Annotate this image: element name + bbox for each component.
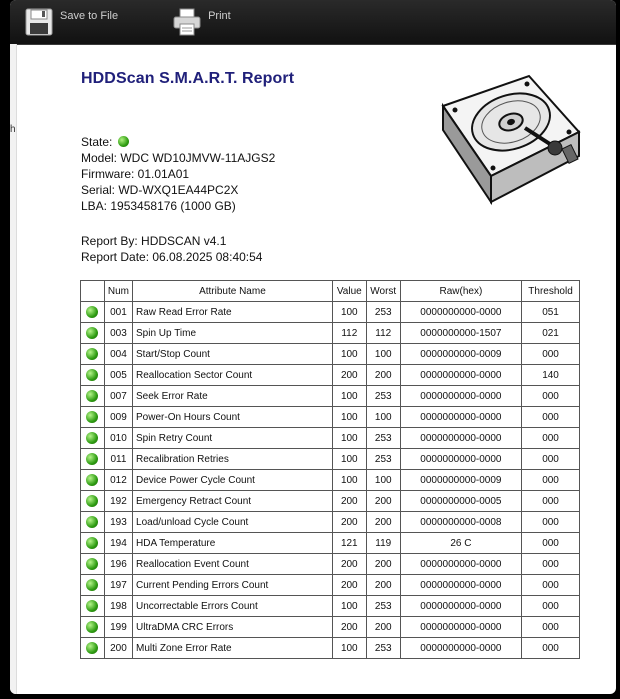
attr-threshold: 000 bbox=[522, 386, 580, 407]
attr-worst: 200 bbox=[366, 365, 400, 386]
row-status-cell bbox=[81, 596, 105, 617]
table-row bbox=[81, 449, 580, 470]
header-status bbox=[81, 281, 105, 302]
attr-raw: 0000000000-0000 bbox=[400, 575, 521, 596]
status-ok-dot-icon bbox=[86, 390, 98, 402]
smart-attributes-table bbox=[80, 280, 580, 659]
attr-value: 100 bbox=[332, 638, 366, 659]
attr-threshold: 000 bbox=[522, 533, 580, 554]
table-row bbox=[81, 575, 580, 596]
attr-raw: 0000000000-0000 bbox=[400, 617, 521, 638]
attr-value: 200 bbox=[332, 575, 366, 596]
attr-name: Reallocation Event Count bbox=[133, 554, 333, 575]
attr-value: 200 bbox=[332, 365, 366, 386]
table-row bbox=[81, 512, 580, 533]
attr-threshold: 000 bbox=[522, 554, 580, 575]
attr-name: Multi Zone Error Rate bbox=[133, 638, 333, 659]
smart-table-body bbox=[81, 302, 580, 659]
attr-num: 004 bbox=[104, 344, 132, 365]
serial-line: Serial: WD-WXQ1EA44PC2X bbox=[81, 183, 239, 197]
attr-raw: 0000000000-0008 bbox=[400, 512, 521, 533]
edge-glyph: h bbox=[10, 124, 16, 135]
row-status-cell bbox=[81, 302, 105, 323]
save-to-file-button[interactable] bbox=[10, 0, 128, 44]
hard-drive-illustration bbox=[433, 72, 583, 214]
attr-num: 198 bbox=[104, 596, 132, 617]
attr-name: Uncorrectable Errors Count bbox=[133, 596, 333, 617]
status-ok-dot-icon bbox=[86, 453, 98, 465]
attr-value: 100 bbox=[332, 407, 366, 428]
attr-value: 100 bbox=[332, 470, 366, 491]
attr-name: Seek Error Rate bbox=[133, 386, 333, 407]
attr-raw: 0000000000-0000 bbox=[400, 449, 521, 470]
status-ok-dot-icon bbox=[86, 411, 98, 423]
attr-worst: 200 bbox=[366, 575, 400, 596]
attr-threshold: 000 bbox=[522, 512, 580, 533]
attr-name: Start/Stop Count bbox=[133, 344, 333, 365]
attr-value: 100 bbox=[332, 596, 366, 617]
status-ok-dot-icon bbox=[86, 516, 98, 528]
attr-worst: 100 bbox=[366, 407, 400, 428]
row-status-cell bbox=[81, 533, 105, 554]
header-raw: Raw(hex) bbox=[400, 281, 521, 302]
status-ok-dot-icon bbox=[86, 348, 98, 360]
status-ok-dot-icon bbox=[86, 474, 98, 486]
row-status-cell bbox=[81, 428, 105, 449]
table-row bbox=[81, 491, 580, 512]
status-ok-dot-icon bbox=[86, 621, 98, 633]
attr-name: Raw Read Error Rate bbox=[133, 302, 333, 323]
firmware-line: Firmware: 01.01A01 bbox=[81, 167, 190, 181]
attr-raw: 0000000000-0000 bbox=[400, 407, 521, 428]
attr-worst: 112 bbox=[366, 323, 400, 344]
table-row bbox=[81, 617, 580, 638]
attr-name: Power-On Hours Count bbox=[133, 407, 333, 428]
attr-threshold: 140 bbox=[522, 365, 580, 386]
attr-threshold: 000 bbox=[522, 449, 580, 470]
attr-worst: 253 bbox=[366, 638, 400, 659]
attr-worst: 119 bbox=[366, 533, 400, 554]
attr-name: HDA Temperature bbox=[133, 533, 333, 554]
attr-raw: 0000000000-0000 bbox=[400, 554, 521, 575]
attr-worst: 253 bbox=[366, 428, 400, 449]
attr-worst: 253 bbox=[366, 302, 400, 323]
table-row bbox=[81, 365, 580, 386]
attr-num: 196 bbox=[104, 554, 132, 575]
attr-raw: 0000000000-0000 bbox=[400, 386, 521, 407]
state-label: State: bbox=[81, 135, 113, 149]
attr-num: 197 bbox=[104, 575, 132, 596]
header-worst: Worst bbox=[366, 281, 400, 302]
attr-num: 003 bbox=[104, 323, 132, 344]
printer-icon bbox=[172, 7, 202, 37]
attr-raw: 0000000000-0000 bbox=[400, 428, 521, 449]
attr-name: Spin Up Time bbox=[133, 323, 333, 344]
attr-value: 200 bbox=[332, 554, 366, 575]
attr-name: Spin Retry Count bbox=[133, 428, 333, 449]
attr-num: 200 bbox=[104, 638, 132, 659]
save-to-file-label: Save to File bbox=[60, 10, 119, 22]
drive-info bbox=[81, 134, 275, 214]
attr-worst: 253 bbox=[366, 596, 400, 617]
attr-worst: 200 bbox=[366, 554, 400, 575]
attr-worst: 200 bbox=[366, 512, 400, 533]
attr-name: Device Power Cycle Count bbox=[133, 470, 333, 491]
row-status-cell bbox=[81, 365, 105, 386]
report-date-line: Report Date: 06.08.2025 08:40:54 bbox=[81, 250, 263, 264]
attr-raw: 0000000000-0000 bbox=[400, 638, 521, 659]
attr-worst: 200 bbox=[366, 491, 400, 512]
lba-line: LBA: 1953458176 (1000 GB) bbox=[81, 199, 236, 213]
attr-worst: 100 bbox=[366, 470, 400, 491]
status-ok-dot-icon bbox=[86, 642, 98, 654]
table-row bbox=[81, 386, 580, 407]
attr-value: 121 bbox=[332, 533, 366, 554]
attr-raw: 0000000000-0000 bbox=[400, 596, 521, 617]
attr-value: 200 bbox=[332, 491, 366, 512]
table-row bbox=[81, 407, 580, 428]
attr-value: 100 bbox=[332, 386, 366, 407]
attr-raw: 0000000000-0009 bbox=[400, 470, 521, 491]
attr-value: 200 bbox=[332, 617, 366, 638]
status-ok-dot-icon bbox=[86, 369, 98, 381]
attr-worst: 200 bbox=[366, 617, 400, 638]
row-status-cell bbox=[81, 512, 105, 533]
status-ok-dot-icon bbox=[86, 432, 98, 444]
header-threshold: Threshold bbox=[522, 281, 580, 302]
attr-num: 012 bbox=[104, 470, 132, 491]
attr-num: 192 bbox=[104, 491, 132, 512]
table-row bbox=[81, 302, 580, 323]
row-status-cell bbox=[81, 344, 105, 365]
report-meta bbox=[81, 233, 262, 265]
attr-worst: 100 bbox=[366, 344, 400, 365]
report-by-line: Report By: HDDSCAN v4.1 bbox=[81, 234, 227, 248]
attr-name: Reallocation Sector Count bbox=[133, 365, 333, 386]
table-row bbox=[81, 428, 580, 449]
attr-num: 194 bbox=[104, 533, 132, 554]
row-status-cell bbox=[81, 617, 105, 638]
attr-value: 100 bbox=[332, 428, 366, 449]
attr-threshold: 000 bbox=[522, 428, 580, 449]
attr-raw: 0000000000-0009 bbox=[400, 344, 521, 365]
table-header-row bbox=[81, 281, 580, 302]
status-ok-dot-icon bbox=[86, 579, 98, 591]
status-ok-dot-icon bbox=[86, 495, 98, 507]
row-status-cell bbox=[81, 554, 105, 575]
attr-raw: 0000000000-0005 bbox=[400, 491, 521, 512]
attr-threshold: 000 bbox=[522, 575, 580, 596]
attr-num: 005 bbox=[104, 365, 132, 386]
attr-threshold: 000 bbox=[522, 596, 580, 617]
print-button[interactable] bbox=[158, 0, 241, 44]
table-row bbox=[81, 596, 580, 617]
table-row bbox=[81, 554, 580, 575]
attr-raw: 0000000000-0000 bbox=[400, 365, 521, 386]
floppy-disk-icon bbox=[24, 7, 54, 37]
attr-value: 100 bbox=[332, 344, 366, 365]
attr-worst: 253 bbox=[366, 386, 400, 407]
attr-worst: 253 bbox=[366, 449, 400, 470]
table-row bbox=[81, 638, 580, 659]
report-title: HDDScan S.M.A.R.T. Report bbox=[81, 70, 295, 87]
attr-num: 009 bbox=[104, 407, 132, 428]
attr-threshold: 000 bbox=[522, 491, 580, 512]
row-status-cell bbox=[81, 470, 105, 491]
status-ok-dot-icon bbox=[86, 537, 98, 549]
status-ok-dot-icon bbox=[86, 558, 98, 570]
attr-threshold: 000 bbox=[522, 407, 580, 428]
header-attribute-name: Attribute Name bbox=[133, 281, 333, 302]
status-ok-dot-icon bbox=[86, 600, 98, 612]
attr-num: 193 bbox=[104, 512, 132, 533]
header-num: Num bbox=[104, 281, 132, 302]
attr-name: Emergency Retract Count bbox=[133, 491, 333, 512]
print-label: Print bbox=[208, 10, 231, 22]
attr-name: Load/unload Cycle Count bbox=[133, 512, 333, 533]
attr-num: 007 bbox=[104, 386, 132, 407]
row-status-cell bbox=[81, 449, 105, 470]
smart-report bbox=[10, 44, 616, 694]
row-status-cell bbox=[81, 386, 105, 407]
attr-num: 011 bbox=[104, 449, 132, 470]
attr-raw: 0000000000-1507 bbox=[400, 323, 521, 344]
row-status-cell bbox=[81, 407, 105, 428]
attr-value: 112 bbox=[332, 323, 366, 344]
attr-raw: 26 C bbox=[400, 533, 521, 554]
attr-num: 010 bbox=[104, 428, 132, 449]
table-row bbox=[81, 344, 580, 365]
attr-threshold: 000 bbox=[522, 470, 580, 491]
toolbar bbox=[10, 0, 616, 45]
attr-value: 200 bbox=[332, 512, 366, 533]
row-status-cell bbox=[81, 638, 105, 659]
attr-threshold: 000 bbox=[522, 617, 580, 638]
attr-name: Current Pending Errors Count bbox=[133, 575, 333, 596]
status-ok-dot-icon bbox=[118, 136, 129, 147]
attr-threshold: 051 bbox=[522, 302, 580, 323]
attr-name: Recalibration Retries bbox=[133, 449, 333, 470]
attr-threshold: 021 bbox=[522, 323, 580, 344]
row-status-cell bbox=[81, 575, 105, 596]
header-value: Value bbox=[332, 281, 366, 302]
attr-value: 100 bbox=[332, 449, 366, 470]
report-window bbox=[10, 0, 616, 694]
row-status-cell bbox=[81, 323, 105, 344]
attr-num: 199 bbox=[104, 617, 132, 638]
table-row bbox=[81, 323, 580, 344]
attr-value: 100 bbox=[332, 302, 366, 323]
status-ok-dot-icon bbox=[86, 327, 98, 339]
attr-raw: 0000000000-0000 bbox=[400, 302, 521, 323]
attr-name: UltraDMA CRC Errors bbox=[133, 617, 333, 638]
table-row bbox=[81, 533, 580, 554]
table-row bbox=[81, 470, 580, 491]
row-status-cell bbox=[81, 491, 105, 512]
attr-threshold: 000 bbox=[522, 344, 580, 365]
state-row bbox=[81, 134, 275, 150]
model-line: Model: WDC WD10JMVW-11AJGS2 bbox=[81, 151, 276, 165]
status-ok-dot-icon bbox=[86, 306, 98, 318]
attr-num: 001 bbox=[104, 302, 132, 323]
attr-threshold: 000 bbox=[522, 638, 580, 659]
